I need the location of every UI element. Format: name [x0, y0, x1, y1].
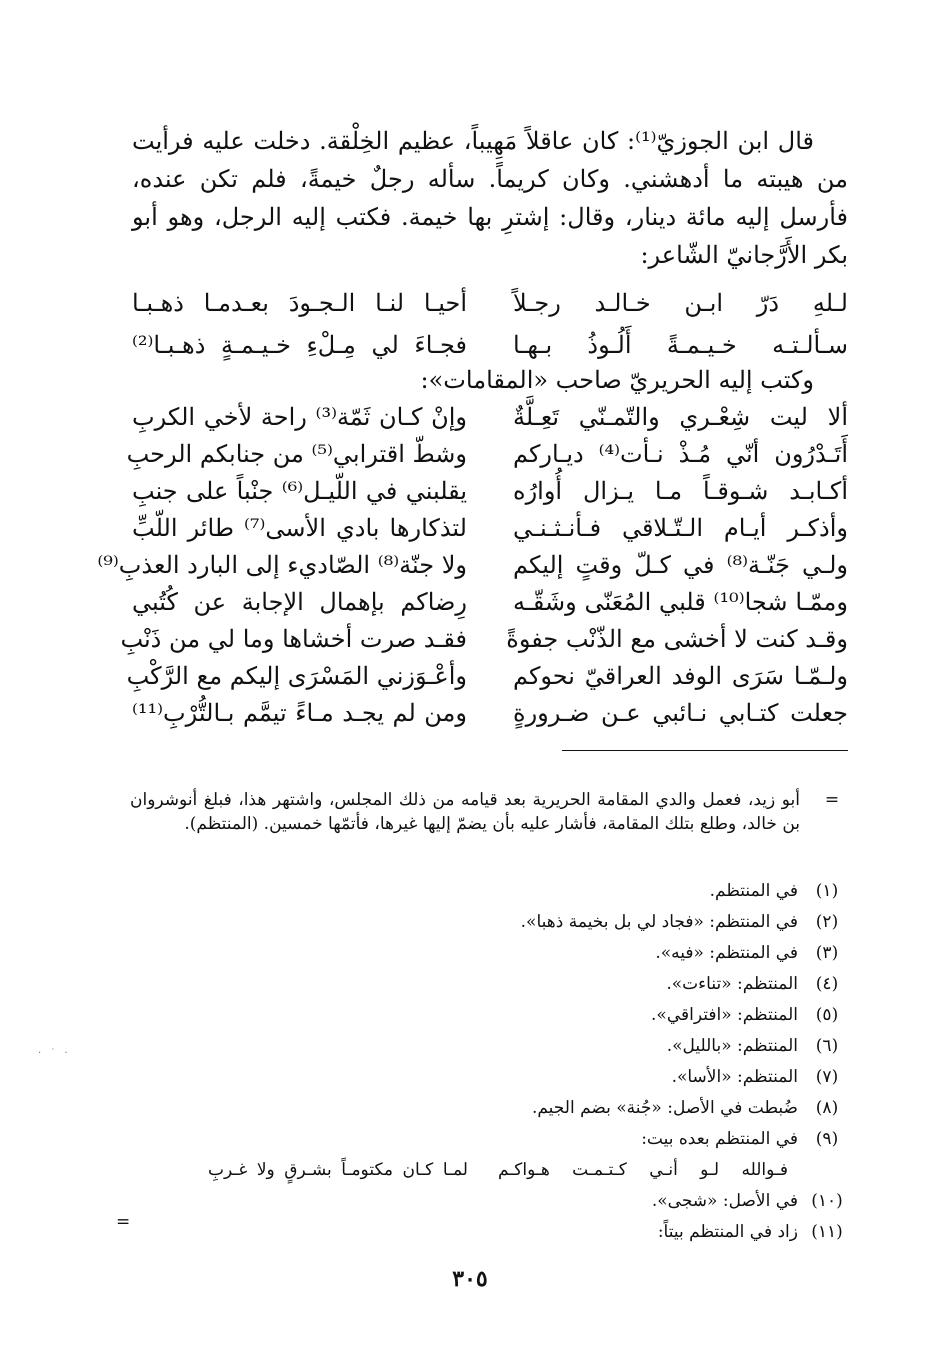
verse-line	[126, 435, 848, 472]
footnote-verse-second-hemistich: لمـا كـان مكتومـاً بشـرقٍ ولا غـربِ	[208, 1159, 468, 1180]
verse-first-hemistich: ولـمّـا سَرَى الوفد العراقيّ نحوكم	[513, 661, 848, 690]
footnote-text: المنتظم: «افتراقي».	[651, 1004, 798, 1025]
footnote-item	[130, 1216, 850, 1247]
footnote-item	[130, 1030, 850, 1061]
footnote-text: في المنتظم: «فيه».	[655, 942, 798, 963]
footnote-verse-first-hemistich: فـوالله لـو أنـي كـتـمـت هـواكـم	[498, 1159, 788, 1180]
verse-first-hemistich: أَتَـدْرُون أنّي مُـذْ نـأت⁽⁴⁾ ديـاركم	[513, 439, 848, 468]
opening-paragraph: قال ابن الجوزيّ⁽¹⁾: كان عاقلاً مَهِيباً، عظيم الخِلْقة. دخلت عليه فرأيت من هيبته ما أدهشني. وكان كريماً. سأله رجلٌ خيمةً، فلم تكن عنده، فأرسل إليه مائة دينار، وقال: إشترِ بها خيمة. فكتب إليه الرجل، وهو أبو بكر الأَرَّجانيّ الشّاعر:	[132, 127, 848, 269]
footnote-number: (٨)	[815, 1097, 839, 1118]
footnotes-list	[130, 875, 850, 1247]
verse-second-hemistich: لتذكارها بادي الأسى⁽⁷⁾ طائر اللّبِّ	[132, 513, 467, 542]
footnote-number: (٣)	[815, 942, 839, 963]
footnote-text: المنتظم: «بالليل».	[666, 1035, 798, 1056]
page-number: ٣٠٥	[452, 1266, 488, 1292]
footnote-text: المنتظم: «الأسا».	[671, 1066, 798, 1087]
verse-line	[120, 620, 848, 657]
verse-first-hemistich: ولـي جَنّـة⁽⁸⁾ في كـلّ وقتٍ إليكم	[513, 550, 848, 579]
footnote-item	[130, 999, 850, 1030]
verse-line	[132, 398, 848, 435]
verse-second-hemistich: وشطّ اقترابي⁽⁵⁾ من جنابكم الرحبِ	[126, 439, 467, 468]
verse-second-hemistich: ومن لم يجـد مـاءً تيمَّم بـالتُّرْبِ⁽¹¹⁾	[132, 698, 467, 727]
footnote-separator-rule	[562, 750, 848, 751]
footnote-number: (٤)	[815, 973, 839, 994]
verse-second-hemistich: فجـاءَ لي مِـلْءِ خـيـمـةٍ ذهـبـا⁽²⁾	[132, 331, 467, 359]
verse-second-hemistich: يقلبني في اللّيـل⁽⁶⁾ جنْباً على جنبِ	[132, 476, 468, 505]
footnote-item	[130, 968, 850, 999]
main-paragraph-block	[132, 122, 848, 274]
footnote-text: في المنتظم بعده بيت:	[641, 1128, 798, 1149]
verse-second-hemistich: أحيـا لنـا الـجـودَ بعـدمـا ذهـبـا	[132, 289, 467, 317]
verse-line	[132, 509, 848, 546]
footnote-text: المنتظم: «تناءت».	[666, 973, 798, 994]
verse-second-hemistich: فقـد صرت أخشاها وما لي من ذَنْبِ	[120, 624, 467, 653]
verse-first-hemistich: أكـابـد شـوقـاً مـا يـزال أُوارُه	[513, 476, 848, 505]
footnote-number: (١١)	[811, 1221, 843, 1242]
footnote-item	[130, 1061, 850, 1092]
footnote-text: زاد في المنتظم بيتاً:	[657, 1221, 798, 1242]
footnote-number: (٢)	[815, 911, 839, 932]
footnote-number: (٥)	[815, 1004, 839, 1025]
footnote-verse-line	[130, 1154, 850, 1185]
footnote-number: (٧)	[815, 1066, 839, 1087]
footnote-item	[130, 906, 850, 937]
verse-second-hemistich: وأعْـوَزني المَسْرَى إليكم مع الرَّكْبِ	[126, 661, 467, 690]
verse-second-hemistich: رِضاكم بإهمال الإجابة عن كُتُبي	[132, 587, 467, 616]
verse-first-hemistich: ألا ليت شِعْـري والتّمـنّي تَعِـلَّةٌ	[513, 402, 848, 431]
footnote-number: (١)	[815, 880, 839, 901]
verse-first-hemistich: وأذكـر أيـام الـتّـلاقي فـأنـثـنـي	[513, 513, 848, 542]
verse-line	[97, 546, 848, 583]
footnote-item	[130, 937, 850, 968]
verse-first-hemistich: جعلت كتـابي نـائبي عـن ضـرورةٍ	[513, 698, 848, 727]
continuation-mark: =	[824, 790, 840, 810]
footnote-text: في المنتظم: «فجاد لي بل بخيمة ذهبا».	[520, 911, 798, 932]
footnote-item	[130, 875, 850, 906]
footnote-continuation-text: أبو زيد، فعمل والدي المقامة الحريرية بعد قيامه من ذلك المجلس، واشتهر هذا، فبلغ أنوشروان بن خالد، وطلع بتلك المقامة، فأشار عليه بأن يضمّ إليها غيرها، فأتمّها خمسين. (المنتظم).	[130, 790, 800, 834]
verse-line	[132, 694, 848, 731]
verse-first-hemistich: وقـد كنت لا أخشى مع الذّنْب جفوةً	[506, 624, 848, 653]
scan-specks: · ˙ ·	[38, 1048, 71, 1059]
verse-line	[132, 583, 848, 620]
footnote-item	[130, 1123, 850, 1154]
verse-line	[132, 282, 848, 324]
continued-footnote-mark: =	[116, 1212, 131, 1232]
verse-line	[126, 657, 848, 694]
footnote-number: (١٠)	[811, 1190, 843, 1211]
footnote-continuation	[130, 788, 850, 836]
verse-second-hemistich: وإنْ كـان ثَمّة⁽³⁾ راحة لأخي الكربِ	[132, 402, 467, 431]
verse-line	[132, 324, 848, 366]
footnote-text: في المنتظم.	[709, 880, 798, 901]
footnote-item	[130, 1092, 850, 1123]
verse-first-hemistich: لـلهِ دَرّ ابـن خـالـد رجـلاً	[513, 289, 848, 317]
footnote-number: (٦)	[815, 1035, 839, 1056]
footnote-text: ضُبطت في الأصل: «جُنة» بضم الجيم.	[531, 1097, 798, 1118]
verse-second-hemistich: ولا جنّة⁽⁸⁾ الصّاديء إلى البارد العذبِ⁽⁹⁾	[97, 550, 467, 579]
poem-arrajani	[132, 282, 848, 366]
hariri-intro-line: وكتب إليه الحريريّ صاحب «المقامات»:	[420, 366, 814, 394]
footnote-item	[130, 1185, 850, 1216]
verse-first-hemistich: وممّـا شجا⁽¹⁰⁾ قلبي المُعَنّى وشَقّـه	[513, 587, 848, 616]
footnote-number: (٩)	[815, 1128, 839, 1149]
verse-first-hemistich: سـألـتـه خـيـمـةً أَلُـوذُ بـهـا	[513, 331, 848, 359]
footnote-text: في الأصل: «شجى».	[651, 1190, 798, 1211]
poem-hariri	[97, 398, 848, 731]
verse-line	[132, 472, 848, 509]
